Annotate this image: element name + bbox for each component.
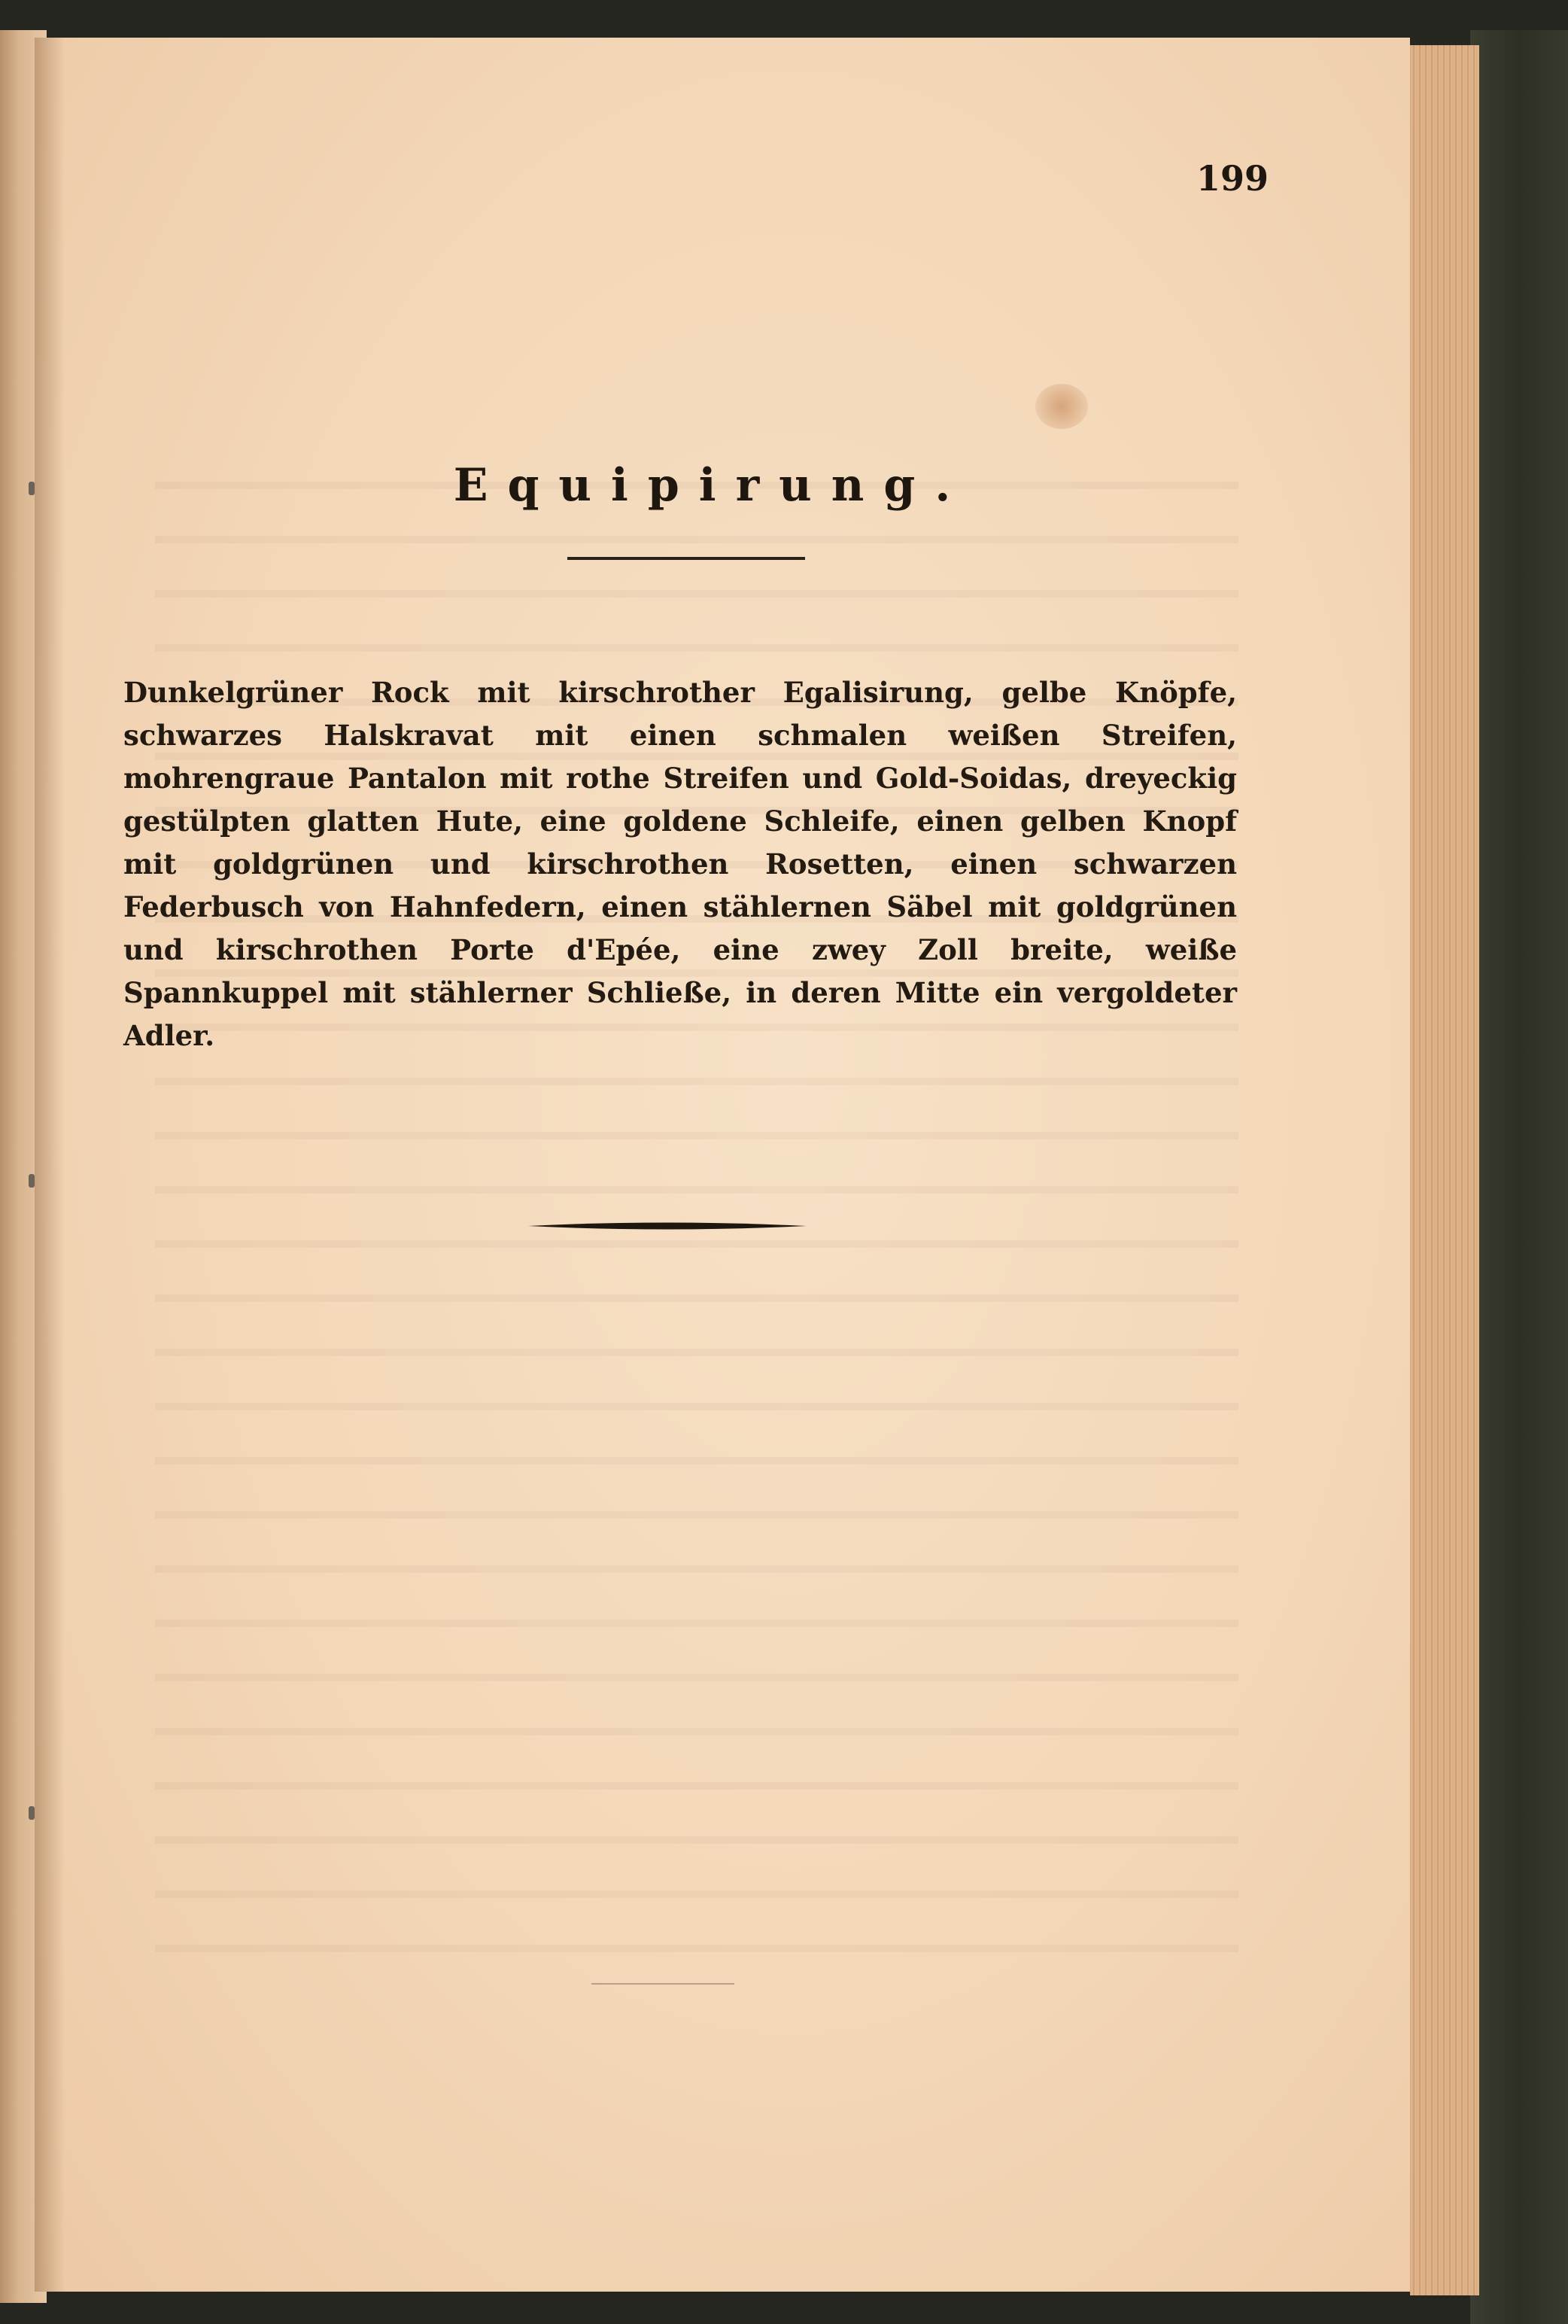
paper-stain xyxy=(1035,384,1088,429)
binding-stitch xyxy=(29,1806,35,1820)
show-through-text xyxy=(155,437,1238,1954)
binding-stitch xyxy=(29,482,35,495)
page-number: 199 xyxy=(1196,158,1269,199)
title-underline xyxy=(567,557,805,560)
spine-shadow xyxy=(35,38,65,2292)
book-cover-edge xyxy=(1470,30,1568,2324)
body-paragraph: Dunkelgrüner Rock mit kirschrother Egalisirung, gelbe Knöpfe, schwarzes Halskravat mit einen schmalen weißen Streifen, mohrengraue Pantalon mit rothe Streifen und Gold-Soidas, dreyeckig gestülpten glatten Hute, eine goldene Schleife, einen gelben Knopf mit goldgrünen und kirschrothen Rosetten, einen schwarzen Federbusch von Hahnfedern, einen stählernen Säbel mit goldgrünen und kirschrothen Porte d'Epée, eine zwey Zoll breite, weiße Spannkuppel mit stählerner Schließe, in deren Mitte ein vergoldeter Adler. xyxy=(123,676,1237,1052)
section-title: Equipirung. xyxy=(453,459,971,512)
ornamental-rule xyxy=(528,1221,807,1231)
faint-rule xyxy=(591,1983,734,1985)
binding-stitch xyxy=(29,1174,35,1188)
page-block-edge xyxy=(1410,45,1479,2295)
book-page xyxy=(35,38,1410,2292)
